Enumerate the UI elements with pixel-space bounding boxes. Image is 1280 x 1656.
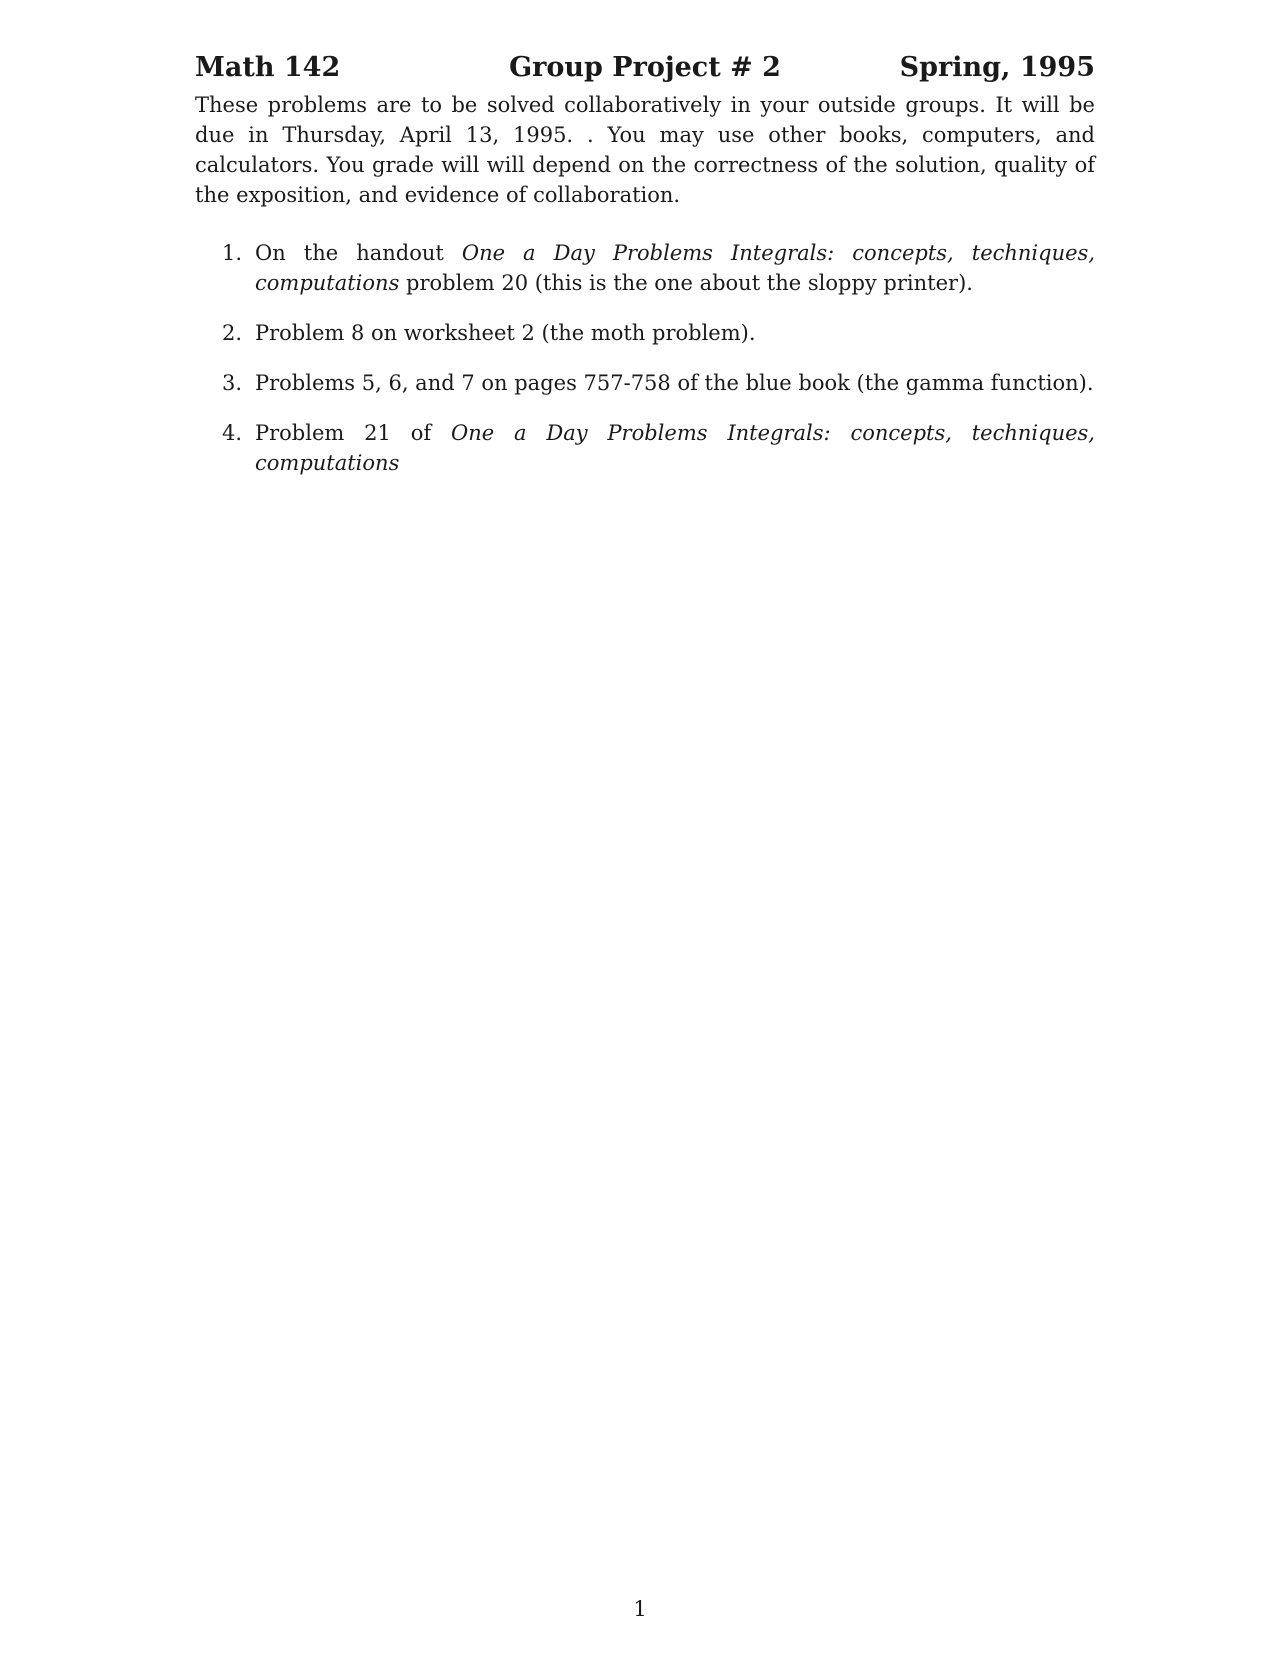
- problem-text: Problem 8 on worksheet 2 (the moth problem).: [255, 321, 756, 345]
- course-name: Math 142: [195, 52, 341, 83]
- intro-paragraph: These problems are to be solved collaboratively in your outside groups. It will be due in Thursday, April 13, 1995. . You may use other books, computers, and calculators. You grade will will depend on the correctness of the solution, quality of the exposition, and evidence of collaboration.: [195, 93, 1095, 207]
- problem-item: [195, 318, 1095, 348]
- handout-title: One a Day Problems Integrals: concepts, techniques, computations: [255, 421, 1095, 475]
- problem-item: [195, 418, 1095, 478]
- document-page: [195, 50, 1095, 498]
- problem-number: 4.: [222, 421, 243, 445]
- problem-item: [195, 238, 1095, 298]
- term-label: Spring, 1995: [899, 52, 1095, 83]
- problem-text: problem 20 (this is the one about the sloppy printer).: [399, 271, 973, 295]
- problem-number: 1.: [222, 241, 243, 265]
- problem-list: [195, 238, 1095, 478]
- page-number: 1: [633, 1597, 647, 1621]
- problem-item: [195, 368, 1095, 398]
- problem-text: On the handout: [255, 241, 462, 265]
- problem-number: 3.: [222, 371, 243, 395]
- handout-title: One a Day Problems Integrals: concepts, techniques, computations: [255, 241, 1095, 295]
- problem-number: 2.: [222, 321, 243, 345]
- problem-text: Problems 5, 6, and 7 on pages 757-758 of the blue book (the gamma function).: [255, 371, 1094, 395]
- project-title: Group Project # 2: [509, 52, 781, 83]
- problem-text: Problem 21 of: [255, 421, 451, 445]
- document-header: [195, 50, 1095, 86]
